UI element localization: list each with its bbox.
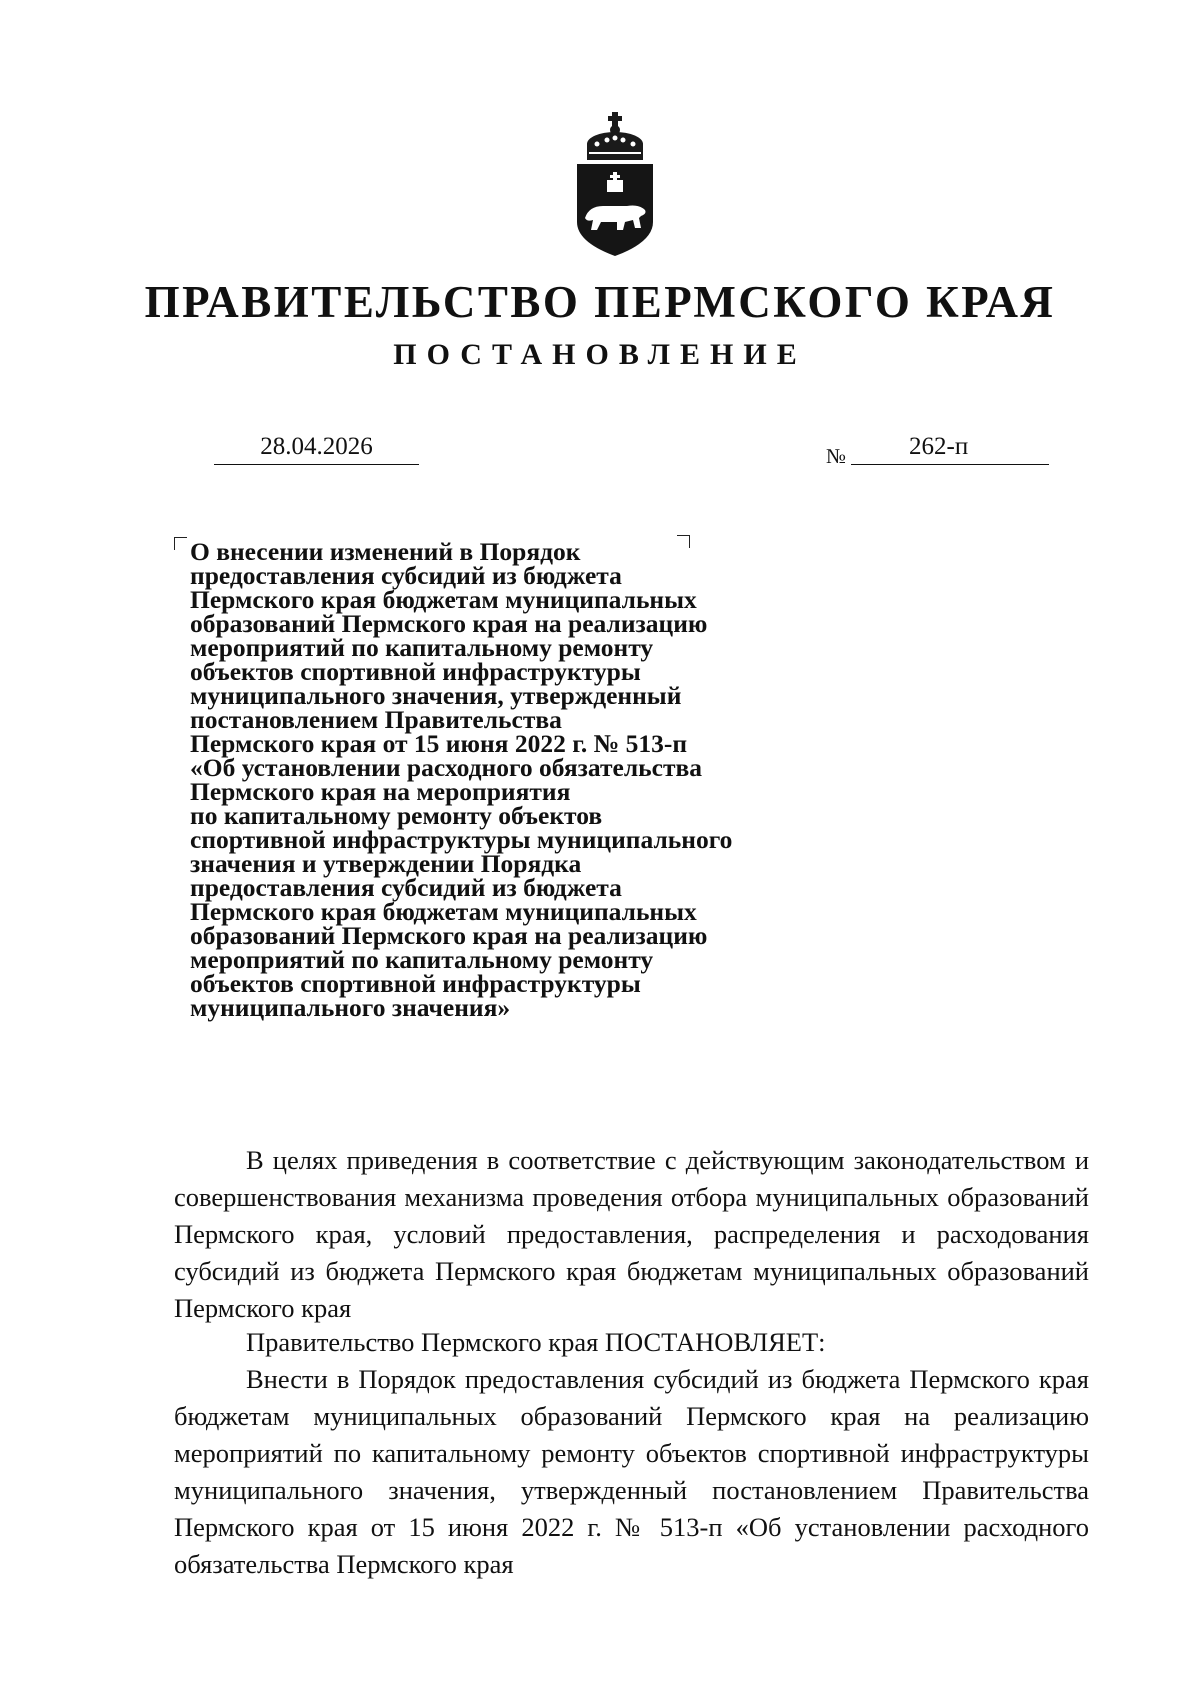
subject-line: образований Пермского края на реализацию	[190, 921, 708, 950]
subject-line: объектов спортивной инфраструктуры	[190, 969, 641, 998]
subject-line: Пермского края на мероприятия	[190, 777, 571, 806]
subject-line: постановлением Правительства	[190, 705, 562, 734]
subject-line: Пермского края бюджетам муниципальных	[190, 897, 697, 926]
subject-line: мероприятий по капитальному ремонту	[190, 945, 654, 974]
body-paragraph-resolves	[174, 1324, 1089, 1361]
subject-line: Пермского края от 15 июня 2022 г. № 513-п	[190, 729, 688, 758]
perm-krai-coat-of-arms-icon	[567, 110, 663, 260]
subject-line: Пермского края бюджетам муниципальных	[190, 585, 697, 614]
subject-line: предоставления субсидий из бюджета	[190, 561, 622, 590]
paragraph-text: Внести в Порядок предоставления субсидий из бюджета Пермского края бюджетам муниципальных образований Пермского края на реализацию мероприятий по капитальному ремонту объектов спортивной инфраструктуры муниципального значения, утвержденный постановлением Правительства Пермского края от 15 июня 2022 г. № 513-п «Об установлении расходного обязательства Пермского края	[174, 1364, 1089, 1579]
document-number: 262-п	[851, 430, 1049, 465]
number-label: №	[826, 444, 847, 468]
subject-line: объектов спортивной инфраструктуры	[190, 657, 641, 686]
body-paragraph-preamble	[174, 1142, 1089, 1327]
paragraph-text: Правительство Пермского края ПОСТАНОВЛЯЕТ:	[246, 1327, 826, 1357]
subject-bracket-left	[174, 537, 187, 550]
subject-line: предоставления субсидий из бюджета	[190, 873, 622, 902]
subject-line: муниципального значения, утвержденный	[190, 681, 682, 710]
subject-line: значения и утверждении Порядка	[190, 849, 582, 878]
body-paragraph-amendment	[174, 1361, 1089, 1583]
subject-line: образований Пермского края на реализацию	[190, 609, 708, 638]
subject-line: по капитальному ремонту объектов	[190, 801, 603, 830]
subject-line: мероприятий по капитальному ремонту	[190, 633, 654, 662]
paragraph-text: В целях приведения в соответствие с действующим законодательством и совершенствования механизма проведения отбора муниципальных образований Пермского края, условий предоставления, распределения и расходования субсидий из бюджета Пермского края бюджетам муниципальных образований Пермского края	[174, 1145, 1089, 1323]
subject-line: спортивной инфраструктуры муниципального	[190, 825, 733, 854]
subject-line: О внесении изменений в Порядок	[190, 537, 581, 566]
subject-line: «Об установлении расходного обязательства	[190, 753, 703, 782]
subject-line: муниципального значения»	[190, 993, 511, 1022]
document-subject	[190, 537, 830, 1022]
org-title: ПРАВИТЕЛЬСТВО ПЕРМСКОГО КРАЯ	[144, 277, 1056, 327]
document-date: 28.04.2026	[214, 430, 419, 465]
document-type: ПОСТАНОВЛЕНИЕ	[393, 338, 807, 371]
